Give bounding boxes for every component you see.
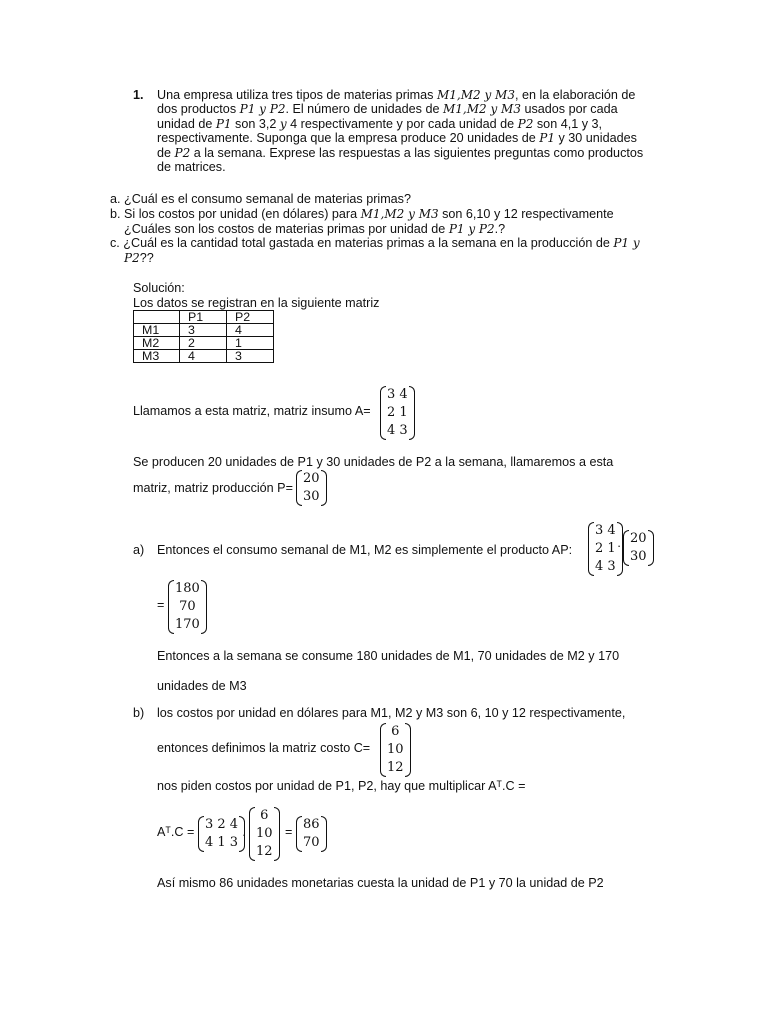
matrix-c [380,723,411,777]
data-table [133,310,274,363]
multiply-dot: · [617,539,622,553]
table-cell: P1 [180,311,227,324]
matrix-row: 20 [303,471,320,486]
matrix-row: 3 2 4 [205,817,239,832]
solution-title: Solución: [133,281,185,295]
problem-line-1: Una empresa utiliza tres tipos de materias primas M1,M2 y M3, en la elaboración de [157,88,636,102]
question-b-line-2: ¿Cuáles son los costos de materias primas por unidad de P1 y P2.? [124,222,506,236]
matrix-row: 70 [179,599,196,614]
table-row [134,350,274,363]
problem-line-2: dos productos P1 y P2. El número de unidades de M1,M2 y M3 usados por cada [157,102,618,116]
cost-matrix-label: entonces definimos la matriz costo C= [157,741,371,755]
matrix-row: 4 3 [595,559,616,574]
matrix-row: 10 [387,742,404,757]
matrix-row: 86 [303,817,320,832]
problem-line-4: respectivamente. Suponga que la empresa produce 20 unidades de P1 y 30 unidades [157,131,637,145]
solution-intro: Los datos se registran en la siguiente matriz [133,296,380,310]
matrix-ap-result [168,580,207,634]
question-c-line-2: P2?? [124,251,154,265]
matrix-row: 10 [256,826,273,841]
matrix-row: 30 [303,489,320,504]
matrix-p [296,470,327,506]
equals-sign: = [157,598,165,612]
matrix-row: 2 1 [595,541,616,556]
matrix-row: 70 [303,835,320,850]
part-b-text: los costos por unidad en dólares para M1, M2 y M3 son 6, 10 y 12 respectivamente, [157,706,626,720]
matrix-a [380,386,415,440]
matrix-row: 12 [256,844,273,859]
problem-line-3: unidad de P1 son 3,2 y 4 respectivamente y por cada unidad de P2 son 4,1 y 3, [157,117,602,131]
table-cell [134,311,180,324]
problem-line-5: de P2 a la semana. Exprese las respuestas a las siguientes preguntas como productos [157,146,644,160]
table-cell: M2 [134,337,180,350]
matrix-row: 170 [175,617,200,632]
matrix-row: 6 [260,808,269,823]
question-a: a. ¿Cuál es el consumo semanal de materias primas? [110,192,411,206]
matrix-row: 4 1 3 [205,835,239,850]
table-cell: P2 [227,311,274,324]
multiply-dot: · [242,828,247,842]
table-cell: 4 [227,324,274,337]
problem-line-6: de matrices. [157,160,226,174]
part-a-label: a) [133,543,145,557]
part-a-text: Entonces el consumo semanal de M1, M2 es simplemente el producto AP: [157,543,573,557]
question-c: c. ¿Cuál es la cantidad total gastada en materias primas a la semana en la producción de P1 y [110,236,640,250]
production-line-1: Se producen 20 unidades de P1 y 30 unidades de P2 a la semana, llamaremos a esta [133,455,614,469]
part-b-ask: nos piden costos por unidad de P1, P2, hay que multiplicar Aᵀ.C = [157,779,526,793]
matrix-row: 30 [630,549,647,564]
matrix-a-transpose [198,816,245,852]
matrix-row: 180 [175,581,200,596]
matrix-row: 12 [387,760,404,775]
matrix-p-product [623,530,654,566]
table-cell: 4 [180,350,227,363]
equals-sign: = [285,825,293,839]
part-a-result-2: unidades de M3 [157,679,247,693]
table-row [134,337,274,350]
table-cell: 1 [227,337,274,350]
table-cell: 3 [180,324,227,337]
matrix-row: 3 4 [595,523,616,538]
part-a-result-1: Entonces a la semana se consume 180 unidades de M1, 70 unidades de M2 y 170 [157,649,620,663]
table-cell: M3 [134,350,180,363]
table-header-row [134,311,274,324]
part-b-label: b) [133,706,145,720]
problem-number: 1. [133,88,144,102]
matrix-row: 20 [630,531,647,546]
atc-label: Aᵀ.C = [157,825,195,839]
matrix-cost-result [296,816,327,852]
insumo-label: Llamamos a esta matriz, matriz insumo A= [133,404,371,418]
matrix-row: 3 4 [387,387,408,402]
production-line-2: matriz, matriz producción P= [133,481,293,495]
question-b: b. Si los costos por unidad (en dólares) para M1,M2 y M3 son 6,10 y 12 respectivamente [110,207,614,221]
matrix-row: 6 [391,724,400,739]
matrix-row: 2 1 [387,405,408,420]
table-cell: 2 [180,337,227,350]
table-cell: 3 [227,350,274,363]
matrix-row: 4 3 [387,423,408,438]
table-cell: M1 [134,324,180,337]
table-row [134,324,274,337]
matrix-c-product [249,807,280,861]
part-b-final: Así mismo 86 unidades monetarias cuesta la unidad de P1 y 70 la unidad de P2 [157,876,604,890]
